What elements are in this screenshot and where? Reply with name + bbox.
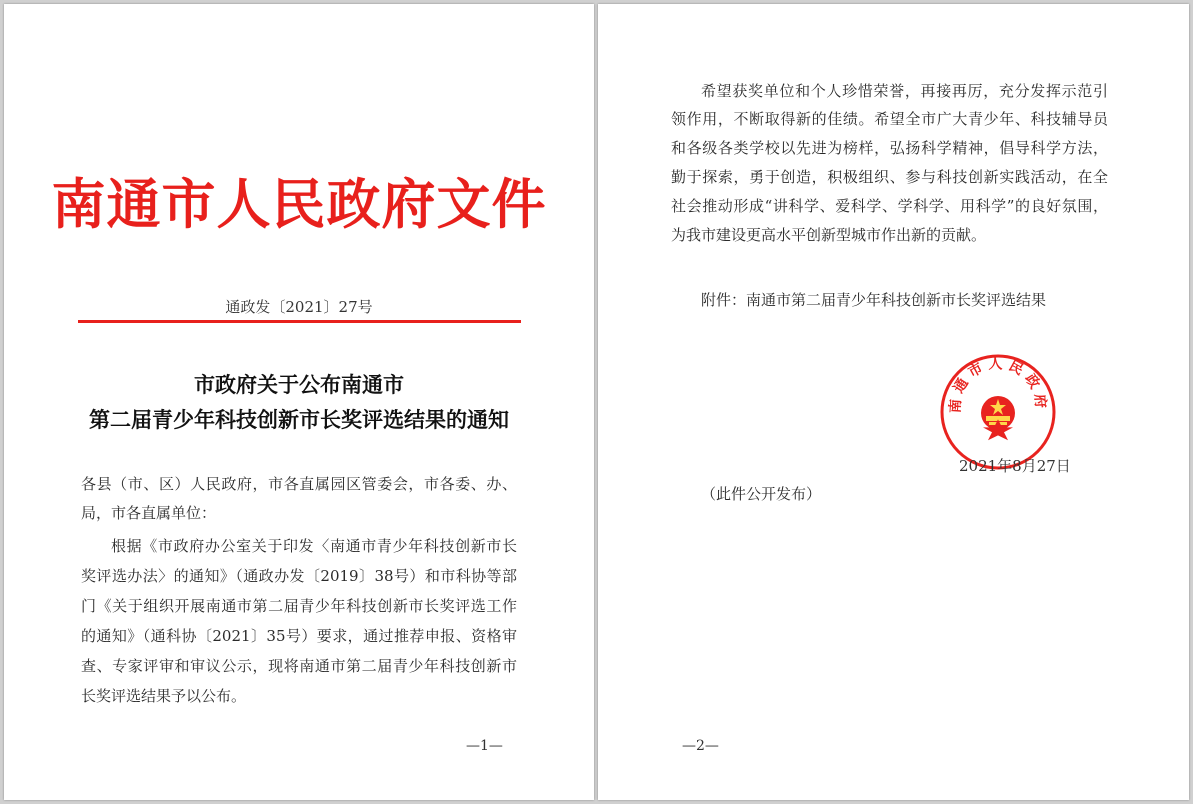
document-page-1 bbox=[4, 4, 594, 800]
body-line: 门《关于组织开展南通市第二届青少年科技创新市长奖评选工作 bbox=[81, 597, 517, 615]
body-line: 社会推动形成“讲科学、爱科学、学科学、用科学”的良好氛围， bbox=[671, 197, 1108, 215]
attachment-note: 附件：南通市第二届青少年科技创新市长奖评选结果 bbox=[701, 291, 1047, 309]
seal-text: 南通市人民政府 bbox=[947, 356, 1049, 414]
body-line: 查、专家评审和审议公示，现将南通市第二届青少年科技创新市 bbox=[81, 657, 517, 675]
body-line: 长奖评选结果予以公布。 bbox=[81, 687, 247, 705]
document-page-2 bbox=[598, 4, 1189, 800]
body-line: 和各级各类学校以先进为榜样，弘扬科学精神，倡导科学方法， bbox=[671, 139, 1108, 157]
public-release-note: （此件公开发布） bbox=[701, 485, 822, 503]
document-title-line-1: 市政府关于公布南通市 bbox=[194, 372, 404, 397]
document-title-line-2: 第二届青少年科技创新市长奖评选结果的通知 bbox=[89, 407, 509, 432]
body-line: 领作用，不断取得新的佳绩。希望全市广大青少年、科技辅导员 bbox=[671, 110, 1108, 128]
body-line: 各县（市、区）人民政府，市各直属园区管委会，市各委、办、 bbox=[81, 475, 517, 493]
body-line: 希望获奖单位和个人珍惜荣誉，再接再厉，充分发挥示范引 bbox=[701, 82, 1108, 100]
page-number: —2— bbox=[682, 738, 719, 754]
document-masthead: 南通市人民政府文件 bbox=[51, 172, 547, 236]
body-line: 奖评选办法〉的通知》（通政办发〔2019〕38号）和市科协等部 bbox=[81, 567, 517, 585]
official-seal-icon bbox=[939, 353, 1057, 471]
body-line: 的通知》（通科协〔2021〕35号）要求，通过推荐申报、资格审 bbox=[81, 627, 517, 645]
red-separator-line bbox=[78, 320, 521, 323]
body-line: 根据《市政府办公室关于印发〈南通市青少年科技创新市长 bbox=[111, 537, 517, 555]
issue-date: 2021年8月27日 bbox=[959, 457, 1071, 475]
document-number: 通政发〔2021〕27号 bbox=[225, 298, 373, 316]
page-number: —1— bbox=[466, 738, 503, 754]
body-line: 勤于探索，勇于创造，积极组织、参与科技创新实践活动，在全 bbox=[671, 168, 1108, 186]
body-line: 为我市建设更高水平创新型城市作出新的贡献。 bbox=[671, 226, 987, 244]
body-line: 局，市各直属单位： bbox=[81, 504, 217, 522]
